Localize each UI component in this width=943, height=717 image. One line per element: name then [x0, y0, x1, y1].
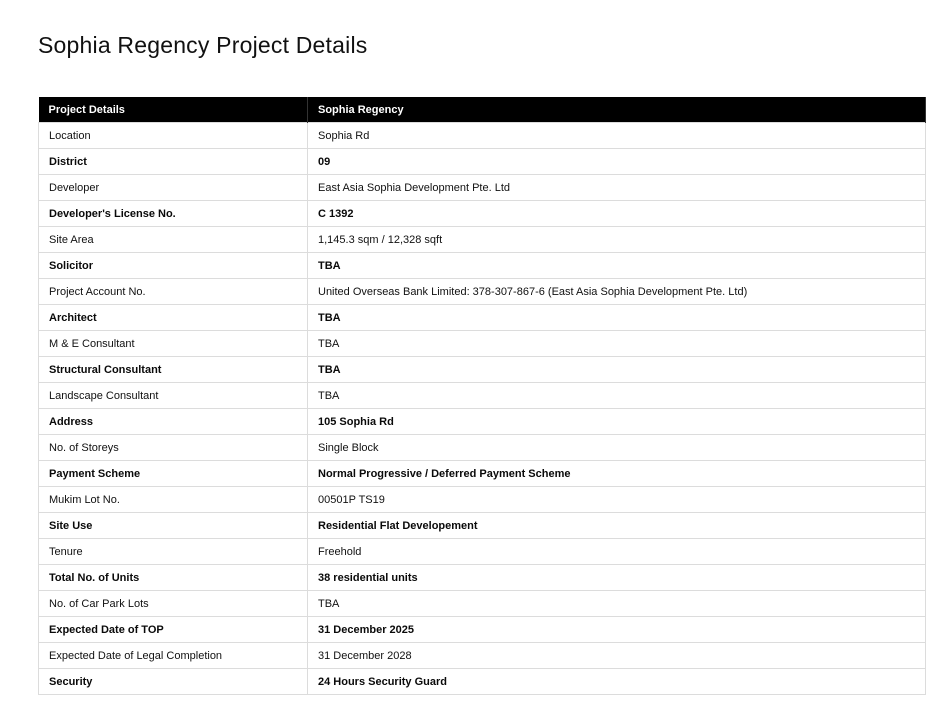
- table-row: [39, 305, 926, 331]
- column-header-sophia-regency: Sophia Regency: [308, 97, 926, 123]
- row-label: Structural Consultant: [39, 357, 308, 383]
- row-label: Address: [39, 409, 308, 435]
- row-value: TBA: [308, 383, 926, 409]
- row-value: TBA: [308, 331, 926, 357]
- row-value: TBA: [308, 357, 926, 383]
- table-row: [39, 123, 926, 149]
- row-value: TBA: [308, 591, 926, 617]
- row-label: Total No. of Units: [39, 565, 308, 591]
- table-row: [39, 669, 926, 695]
- table-row: [39, 487, 926, 513]
- row-value: 105 Sophia Rd: [308, 409, 926, 435]
- row-label: Expected Date of Legal Completion: [39, 643, 308, 669]
- row-label: Mukim Lot No.: [39, 487, 308, 513]
- table-row: [39, 617, 926, 643]
- row-value: Normal Progressive / Deferred Payment Scheme: [308, 461, 926, 487]
- table-row: [39, 279, 926, 305]
- table-row: [39, 383, 926, 409]
- row-value: 31 December 2028: [308, 643, 926, 669]
- row-label: Tenure: [39, 539, 308, 565]
- table-row: [39, 331, 926, 357]
- row-label: Landscape Consultant: [39, 383, 308, 409]
- row-value: Residential Flat Developement: [308, 513, 926, 539]
- row-label: Payment Scheme: [39, 461, 308, 487]
- table-row: [39, 539, 926, 565]
- row-value: Freehold: [308, 539, 926, 565]
- row-label: Developer's License No.: [39, 201, 308, 227]
- row-label: Site Use: [39, 513, 308, 539]
- row-label: Security: [39, 669, 308, 695]
- table-row: [39, 149, 926, 175]
- row-label: Architect: [39, 305, 308, 331]
- row-label: No. of Car Park Lots: [39, 591, 308, 617]
- row-label: Developer: [39, 175, 308, 201]
- table-row: [39, 357, 926, 383]
- row-value: 09: [308, 149, 926, 175]
- table-row: [39, 409, 926, 435]
- row-label: District: [39, 149, 308, 175]
- table-row: [39, 591, 926, 617]
- row-label: Site Area: [39, 227, 308, 253]
- row-label: M & E Consultant: [39, 331, 308, 357]
- table-row: [39, 253, 926, 279]
- table-row: [39, 643, 926, 669]
- row-label: Location: [39, 123, 308, 149]
- table-row: [39, 175, 926, 201]
- table-row: [39, 435, 926, 461]
- project-details-table: [38, 97, 926, 695]
- column-header-project-details: Project Details: [39, 97, 308, 123]
- row-value: 00501P TS19: [308, 487, 926, 513]
- row-value: Single Block: [308, 435, 926, 461]
- row-value: TBA: [308, 253, 926, 279]
- table-row: [39, 461, 926, 487]
- page-title: Sophia Regency Project Details: [38, 32, 368, 58]
- row-value: Sophia Rd: [308, 123, 926, 149]
- table-row: [39, 201, 926, 227]
- row-label: Solicitor: [39, 253, 308, 279]
- row-value: C 1392: [308, 201, 926, 227]
- row-value: 38 residential units: [308, 565, 926, 591]
- row-label: No. of Storeys: [39, 435, 308, 461]
- table-row: [39, 227, 926, 253]
- row-label: Expected Date of TOP: [39, 617, 308, 643]
- row-label: Project Account No.: [39, 279, 308, 305]
- row-value: 24 Hours Security Guard: [308, 669, 926, 695]
- row-value: East Asia Sophia Development Pte. Ltd: [308, 175, 926, 201]
- row-value: 1,145.3 sqm / 12,328 sqft: [308, 227, 926, 253]
- row-value: TBA: [308, 305, 926, 331]
- table-row: [39, 513, 926, 539]
- table-row: [39, 565, 926, 591]
- row-value: United Overseas Bank Limited: 378-307-867-6 (East Asia Sophia Development Pte. Ltd): [308, 279, 926, 305]
- row-value: 31 December 2025: [308, 617, 926, 643]
- table-header-row: [39, 97, 926, 123]
